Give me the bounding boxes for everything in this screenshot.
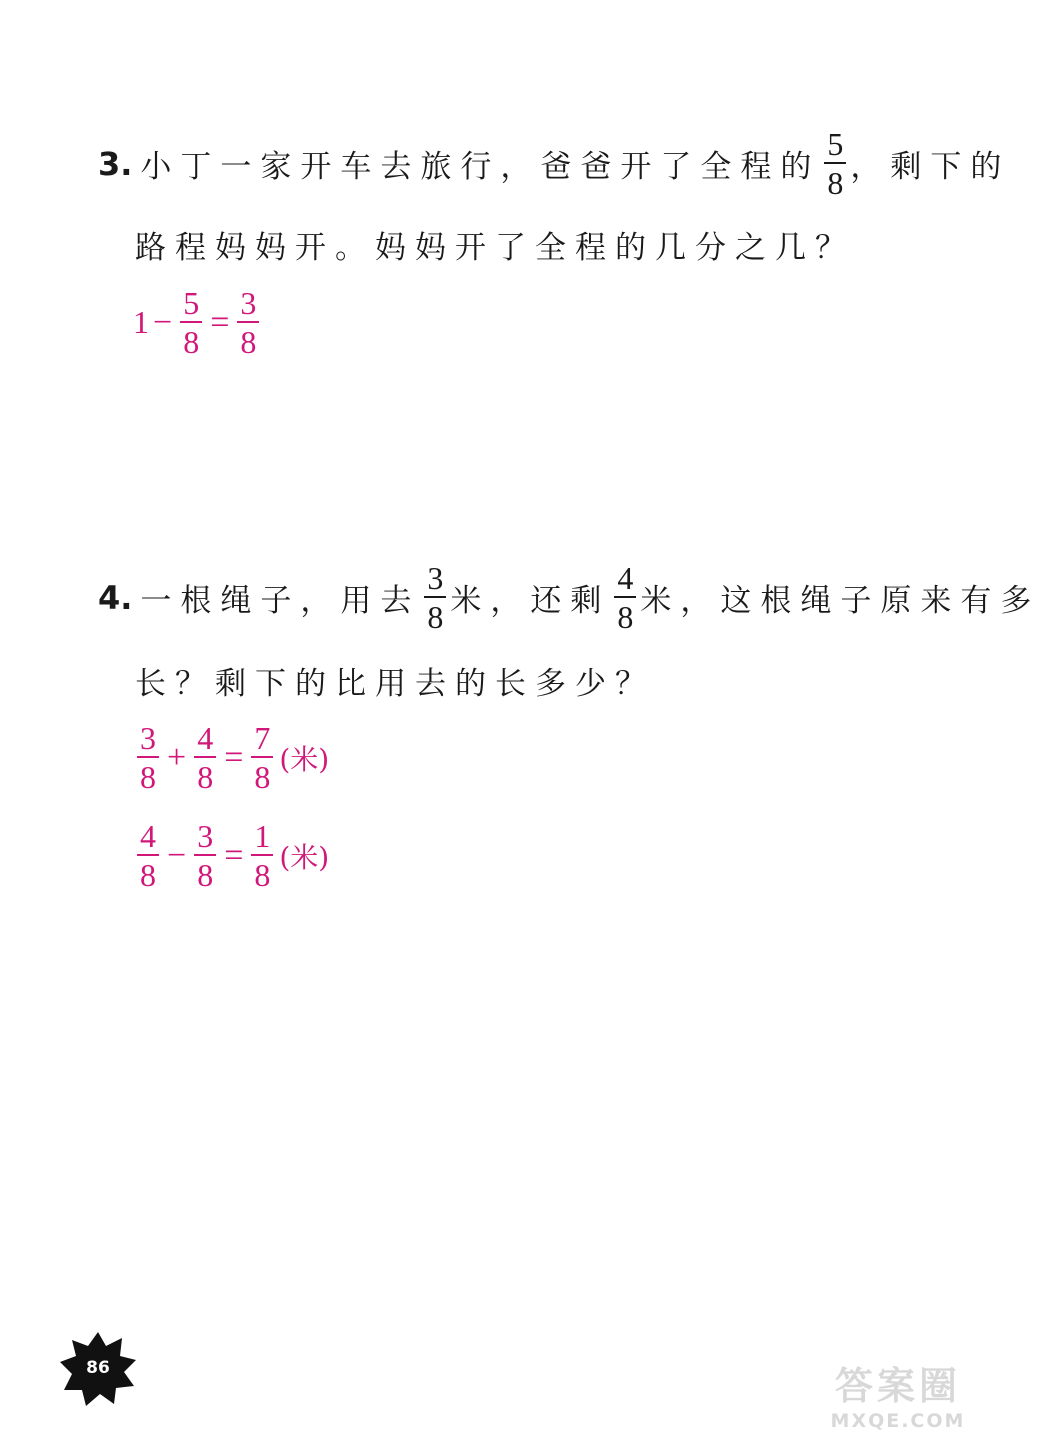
fraction-denominator: 8: [827, 165, 844, 201]
problem-text: 米，还剩: [450, 583, 611, 619]
problem-number: 4.: [98, 578, 133, 617]
fraction: [824, 128, 846, 199]
page-number-badge: [58, 1328, 138, 1408]
fraction-denominator: 8: [427, 599, 444, 635]
fraction-numerator: 3: [140, 720, 156, 756]
fraction: [137, 820, 159, 891]
fraction-numerator: 7: [254, 720, 271, 756]
fraction: [137, 722, 159, 793]
equals-sign: =: [210, 303, 230, 341]
fraction-numerator: 4: [197, 720, 214, 756]
problem-text: 一根绳子，用去: [140, 583, 421, 619]
fraction: [614, 562, 636, 633]
fraction-numerator: 5: [827, 126, 844, 162]
problem-text: 米，这根绳子原来有多: [640, 583, 1040, 619]
minus-sign: −: [153, 303, 173, 341]
fraction-numerator: 3: [240, 285, 257, 321]
fraction: [194, 820, 216, 891]
fraction-numerator: 1: [254, 818, 271, 854]
fraction-numerator: 3: [427, 560, 444, 596]
problem-3-line-1: [98, 128, 1010, 199]
unit-label: (米): [279, 840, 330, 874]
answer-equation: [133, 722, 329, 793]
answer-equation: [133, 287, 263, 358]
fraction: [237, 287, 259, 358]
equals-sign: =: [224, 836, 244, 874]
fraction-denominator: 8: [240, 324, 257, 360]
fraction-numerator: 4: [617, 560, 634, 596]
equals-sign: =: [224, 738, 244, 776]
answer-term: 1: [133, 304, 149, 340]
problem-text: ，剩下的: [850, 149, 1011, 185]
watermark-url: MXQE.COM: [830, 1410, 966, 1432]
unit-label: (米): [279, 742, 330, 776]
problem-text: 小丁一家开车去旅行，爸爸开了全程的: [140, 149, 821, 185]
fraction: [194, 722, 216, 793]
fraction-denominator: 8: [197, 857, 214, 893]
fraction: [180, 287, 202, 358]
problem-4-line-1: [98, 562, 1040, 633]
minus-sign: −: [167, 836, 187, 874]
fraction: [251, 722, 273, 793]
fraction-numerator: 5: [183, 285, 200, 321]
problem-number: 3.: [98, 144, 133, 183]
fraction-denominator: 8: [254, 857, 271, 893]
page-number: 86: [86, 1358, 110, 1378]
plus-sign: +: [167, 738, 187, 776]
watermark-title: 答案圈: [834, 1364, 961, 1408]
fraction-denominator: 8: [140, 759, 156, 795]
fraction-denominator: 8: [617, 599, 634, 635]
fraction-denominator: 8: [254, 759, 271, 795]
fraction-denominator: 8: [183, 324, 200, 360]
fraction: [251, 820, 273, 891]
answer-equation: [133, 820, 329, 891]
fraction-denominator: 8: [197, 759, 214, 795]
fraction-numerator: 3: [197, 818, 214, 854]
fraction-numerator: 4: [140, 818, 156, 854]
problem-text: 路程妈妈开。妈妈开了全程的几分之几？: [135, 230, 855, 266]
fraction-denominator: 8: [140, 857, 156, 893]
problem-text: 长？剩下的比用去的长多少？: [135, 666, 655, 702]
problem-3-line-2: [135, 222, 855, 267]
problem-4-line-2: [135, 658, 655, 703]
fraction: [424, 562, 446, 633]
watermark: [808, 1355, 988, 1435]
